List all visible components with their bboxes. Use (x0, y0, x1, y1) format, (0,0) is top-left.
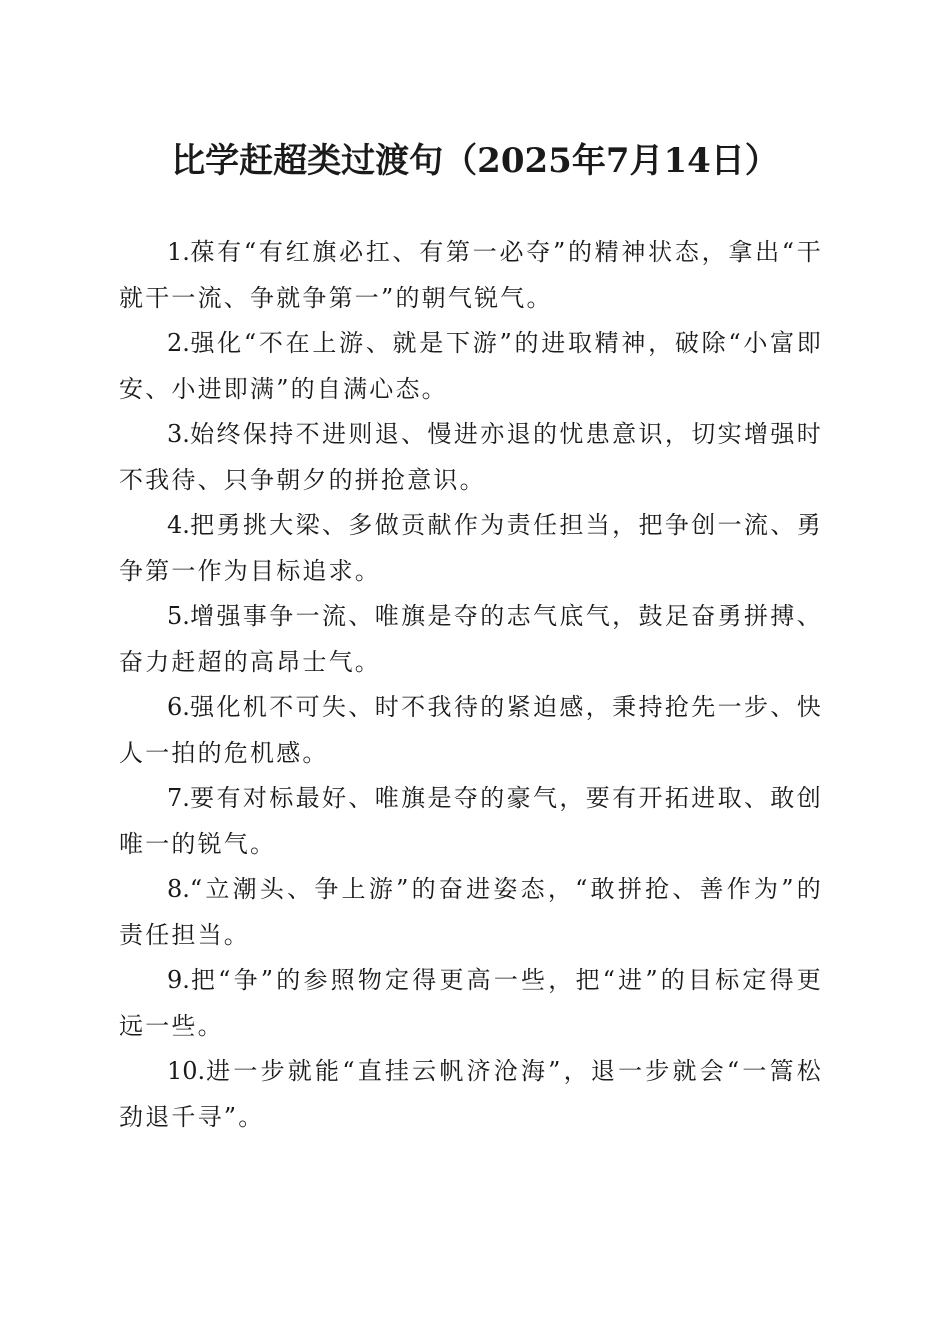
item-text: 把勇挑大梁、多做贡献作为责任担当，把争创一流、勇争第一作为目标追求。 (119, 511, 823, 585)
item-text: 把“争”的参照物定得更高一些，把“进”的目标定得更远一些。 (119, 966, 823, 1040)
item-number: 7. (167, 784, 190, 812)
item-number: 5. (167, 602, 190, 630)
item-number: 1. (167, 238, 190, 266)
item-number: 6. (167, 693, 190, 721)
list-item (119, 321, 823, 412)
list-item (119, 776, 823, 867)
item-number: 10. (167, 1057, 206, 1085)
item-text: 强化“不在上游、就是下游”的进取精神，破除“小富即安、小进即满”的自满心态。 (119, 329, 823, 403)
list-item (119, 594, 823, 685)
list-item (119, 412, 823, 503)
list-item (119, 1049, 823, 1140)
item-text: 增强事争一流、唯旗是夺的志气底气，鼓足奋勇拼搏、奋力赶超的高昂士气。 (119, 602, 823, 676)
item-text: 进一步就能“直挂云帆济沧海”，退一步就会“一篙松劲退千寻”。 (119, 1057, 823, 1131)
item-text: 强化机不可失、时不我待的紧迫感，秉持抢先一步、快人一拍的危机感。 (119, 693, 823, 767)
item-number: 2. (167, 329, 190, 357)
document-title: 比学赶超类过渡句（2025年7月14日） (171, 141, 779, 181)
item-number: 8. (167, 875, 190, 903)
item-number: 3. (167, 420, 190, 448)
item-text: 葆有“有红旗必扛、有第一必夺”的精神状态，拿出“干就干一流、争就争第一”的朝气锐气。 (119, 238, 823, 312)
list-item (119, 230, 823, 321)
list-item (119, 867, 823, 958)
document-body (119, 230, 823, 1140)
list-item (119, 958, 823, 1049)
list-item (119, 685, 823, 776)
item-number: 4. (167, 511, 190, 539)
list-item (119, 503, 823, 594)
item-text: 始终保持不进则退、慢进亦退的忧患意识，切实增强时不我待、只争朝夕的拼抢意识。 (119, 420, 823, 494)
item-text: 要有对标最好、唯旗是夺的豪气，要有开拓进取、敢创唯一的锐气。 (119, 784, 823, 858)
item-text: “立潮头、争上游”的奋进姿态，“敢拼抢、善作为”的责任担当。 (119, 875, 823, 949)
item-number: 9. (167, 966, 190, 994)
